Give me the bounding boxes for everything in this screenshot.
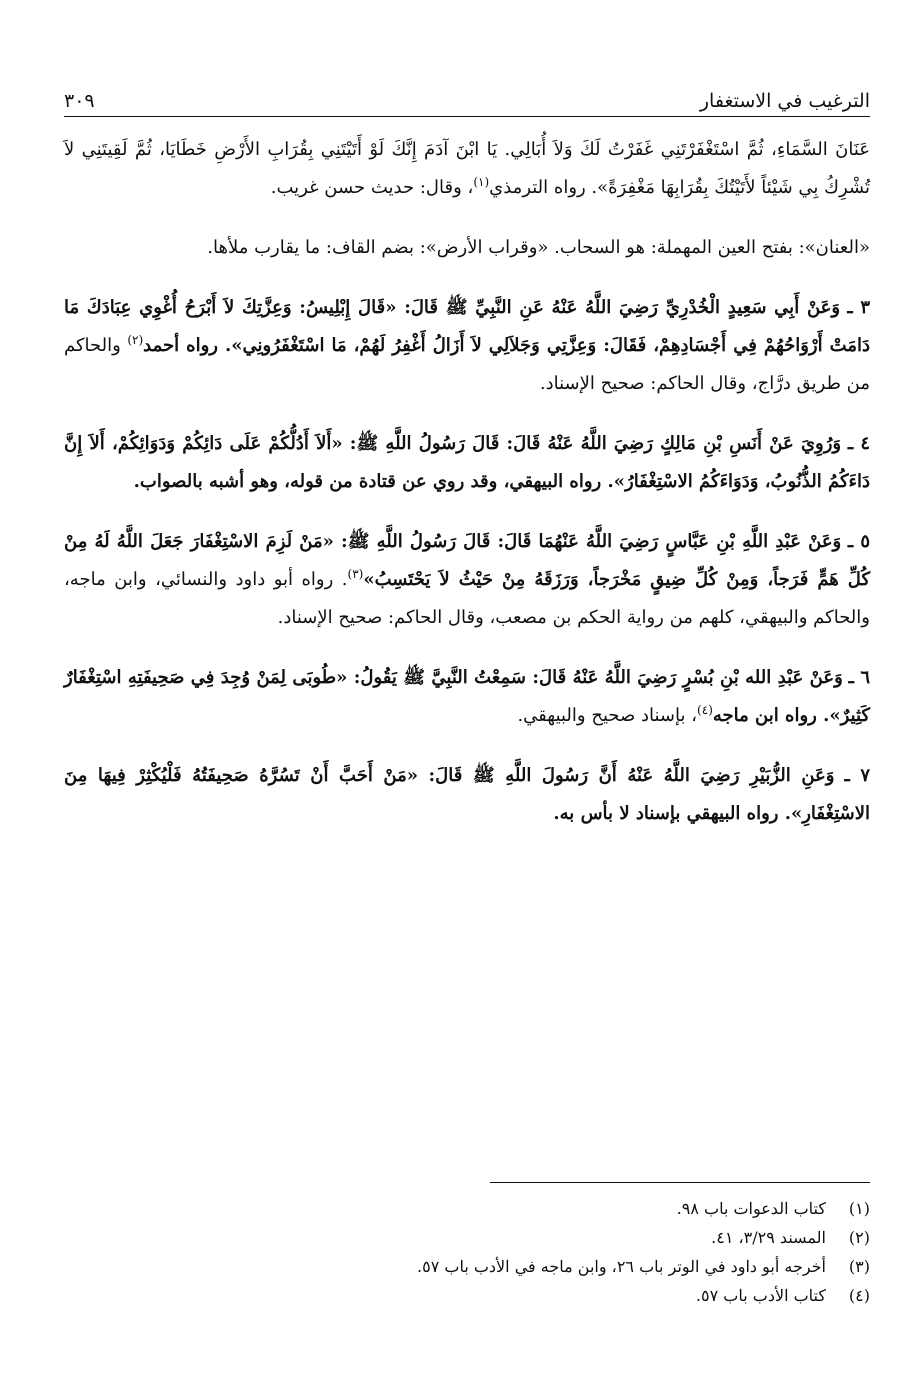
paragraph-text-after: ، وقال: حديث حسن غريب. (270, 177, 474, 198)
footnote-number: (٤) (848, 1286, 870, 1305)
footnote-text: كتاب الدعوات باب ٩٨. (676, 1199, 826, 1218)
paragraph-text: عَنَانَ السَّمَاءِ، ثُمَّ اسْتَغْفَرْتَنِي غَفَرْتُ لَكَ وَلاَ أُبَالِي. يَا ابْنَ آدَمَ إِنَّكَ لَوْ أَتَيْتَنِي بِقُرَابِ الأَرْضِ خَطَايَا، ثُمَّ لَقِيتَنِي لاَ تُشْرِكُ بِي شَيْئاً لأَتَيْتُكَ بِقُرَابِهَا مَغْفِرَةً». رواه الترمذي (64, 139, 870, 198)
hadith-number: ٤ ـ (847, 433, 870, 454)
footnote-item (64, 1194, 870, 1223)
footnote-item (64, 1281, 870, 1310)
chapter-title: الترغيب في الاستغفار (699, 90, 870, 112)
paragraph-text-after: . رواه أبو داود والنسائي، وابن ماجه، والحاكم والبيهقي، كلهم من رواية الحكم بن مصعب، وقال الحاكم: صحيح الإسناد. (64, 569, 870, 628)
footnote-item (64, 1223, 870, 1252)
footnote-ref[interactable]: (٢) (127, 333, 144, 347)
hadith-paragraph (64, 523, 870, 637)
footnote-divider (490, 1182, 870, 1183)
main-text (64, 131, 870, 833)
hadith-number: ٣ ـ (847, 297, 871, 318)
book-page (64, 82, 870, 1352)
paragraph-text: «العنان»: بفتح العين المهملة: هو السحاب. «وقراب الأرض»: بضم القاف: ما يقارب ملأها. (207, 237, 870, 258)
hadith-text: وَعَنْ أَبِي سَعِيدٍ الْخُدْرِيِّ رَضِيَ اللَّهُ عَنْهُ عَنِ النَّبِيِّ ﷺ قَالَ: «قَالَ إِبْلِيسُ: وَعِزَّتِكَ لاَ أَبْرَحُ أُغْوِي عِبَادَكَ مَا دَامَتْ أَرْوَاحُهُمْ فِي أَجْسَادِهِمْ، فَقَالَ: وَعِزَّتِي وَجَلاَلِي لاَ أَزَالُ أَغْفِرُ لَهُمْ، مَا اسْتَغْفَرُونِي». رواه أحمد (64, 297, 870, 356)
hadith-number: ٦ ـ (848, 667, 870, 688)
paragraph-text-after: ، بإسناد صحيح والبيهقي. (517, 705, 698, 726)
page-number: ٣٠٩ (64, 90, 95, 112)
running-header (64, 82, 870, 117)
footnote-number: (٣) (848, 1257, 870, 1276)
footnote-item (64, 1252, 870, 1281)
hadith-text: وَرُوِيَ عَنْ أَنَسِ بْنِ مَالِكٍ رَضِيَ اللَّهُ عَنْهُ قَالَ: قَالَ رَسُولُ اللَّهِ ﷺ: «أَلاَ أَدُلُّكُمْ عَلَى دَائِكُمْ وَدَوَائِكُمْ، أَلاَ إِنَّ دَاءَكُمُ الذُّنُوبُ، وَدَوَاءَكُمُ الاسْتِغْفَارُ». رواه البيهقي، وقد روي عن قتادة من قوله، وهو أشبه بالصواب. (64, 433, 870, 492)
paragraph (64, 131, 870, 207)
footnote-ref[interactable]: (٤) (697, 703, 713, 717)
hadith-text: وَعَنْ عَبْدِ اللَّهِ بْنِ عَبَّاسٍ رَضِيَ اللَّهُ عَنْهُمَا قَالَ: قَالَ رَسُولُ اللَّهِ ﷺ: «مَنْ لَزِمَ الاسْتِغْفَارَ جَعَلَ اللَّهُ لَهُ مِنْ كُلِّ هَمٍّ فَرَجاً، وَمِنْ كُلِّ ضِيقٍ مَخْرَجاً، وَرَزَقَهُ مِنْ حَيْثُ لاَ يَحْتَسِبُ» (64, 531, 871, 590)
footnote-ref[interactable]: (١) (473, 175, 490, 189)
hadith-text: وَعَنِ الزُّبَيْرِ رَضِيَ اللَّهُ عَنْهُ أَنَّ رَسُولَ اللَّهِ ﷺ قَالَ: «مَنْ أَحَبَّ أَنْ تَسُرَّهُ صَحِيفَتُهُ فَلْيُكْثِرْ فِيهَا مِنَ الاسْتِغْفَارِ». رواه البيهقي بإسناد لا بأس به. (64, 765, 870, 824)
footnote-number: (٢) (848, 1228, 870, 1247)
footnotes (64, 1194, 870, 1310)
footnote-text: أخرجه أبو داود في الوتر باب ٢٦، وابن ماجه في الأدب باب ٥٧. (417, 1257, 826, 1276)
footnote-ref[interactable]: (٣) (347, 567, 364, 581)
footnote-text: كتاب الأدب باب ٥٧. (695, 1286, 826, 1305)
paragraph (64, 229, 870, 267)
hadith-number: ٥ ـ (847, 531, 870, 552)
hadith-paragraph (64, 425, 870, 501)
footnote-text: المسند ٣/٢٩، ٤١. (711, 1228, 826, 1247)
hadith-text: وَعَنْ عَبْدِ الله بْنِ بُسْرٍ رَضِيَ اللَّهُ عَنْهُ قَالَ: سَمِعْتُ النَّبِيَّ ﷺ يَقُولُ: «طُوبَى لِمَنْ وُجِدَ فِي صَحِيفَتِهِ اسْتِغْفَارٌ كَثِيرٌ». رواه ابن ماجه (64, 667, 870, 726)
hadith-paragraph (64, 659, 870, 735)
hadith-paragraph (64, 757, 870, 833)
hadith-number: ٧ ـ (844, 765, 870, 786)
paragraph-text-after: والحاكم من طريق درَّاج، وقال الحاكم: صحيح الإسناد. (64, 335, 870, 394)
hadith-paragraph (64, 289, 870, 403)
footnote-number: (١) (848, 1199, 870, 1218)
